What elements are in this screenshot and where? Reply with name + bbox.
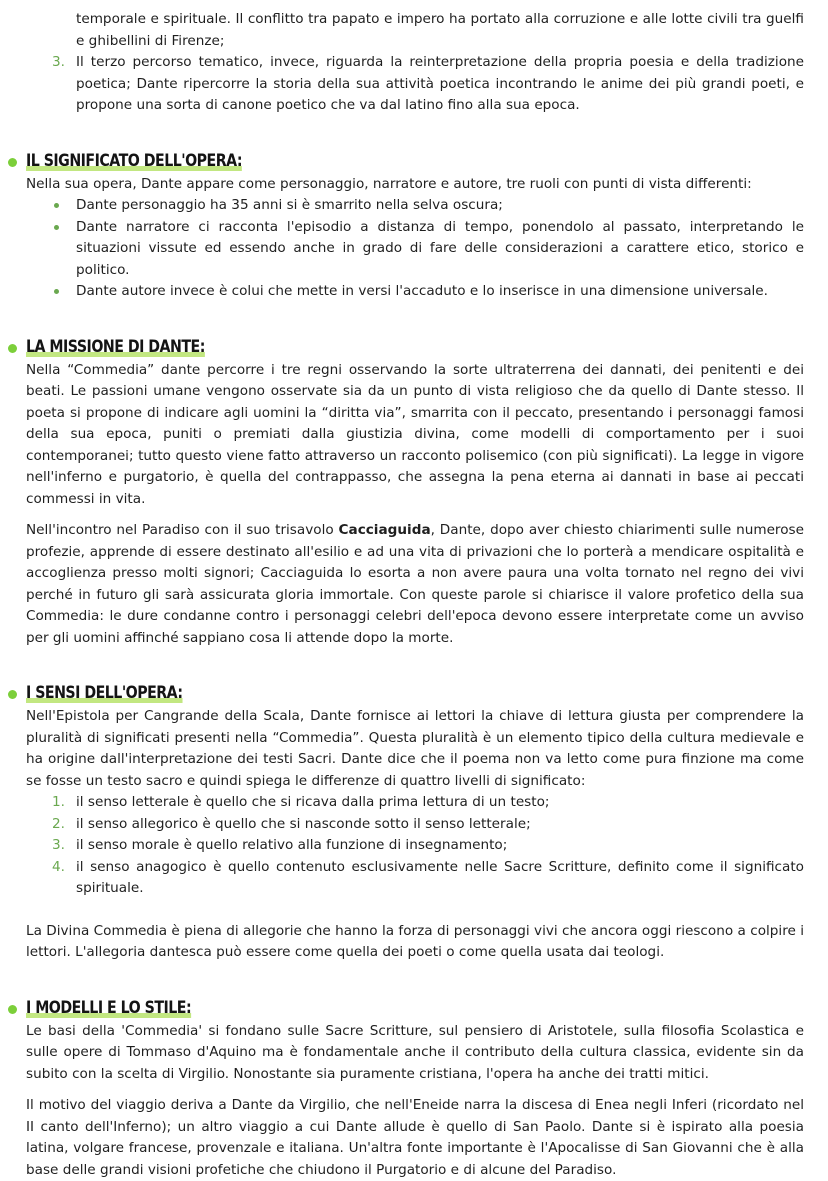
list-number: 1. <box>52 792 65 814</box>
bullet-list <box>26 195 804 303</box>
section-heading <box>26 148 804 174</box>
heading-text: LA MISSIONE DI DANTE: <box>26 336 205 358</box>
heading-text: IL SIGNIFICATO DELL'OPERA: <box>26 150 242 172</box>
bullet-dot-icon <box>8 1005 17 1014</box>
list-item <box>26 814 804 836</box>
document-page <box>26 9 804 1181</box>
list-number: 3. <box>52 835 65 857</box>
list-item-text: il senso allegorico è quello che si nasconde sotto il senso letterale; <box>76 816 531 832</box>
text-run: Nell'incontro nel Paradiso con il suo trisavolo <box>26 522 339 538</box>
numbered-list <box>26 792 804 900</box>
list-item-text: Dante autore invece è colui che mette in versi l'accaduto e lo inserisce in una dimensione universale. <box>76 283 768 299</box>
text-run: , Dante, dopo aver chiesto chiarimenti sulle numerose profezie, apprende di essere destinato all'esilio e ad una vita di privazioni che lo porterà a mendicare ospitalità e accoglienza presso molti signori; Cacciaguida lo esorta a non avere paura una volta tornato nel regno dei vivi perché in futuro gli sarà assicurata gloria immortale. Con queste parole si chiarisce il valore profetico della sua Commedia: le dure condanne contro i personaggi celebri dell'epoca devono essere interpretate come un avviso per gli uomini affinché sappiano cosa li attende dopo la morte. <box>26 522 804 646</box>
heading-text: I SENSI DELL'OPERA: <box>26 682 183 704</box>
paragraph: La Divina Commedia è piena di allegorie che hanno la forza di personaggi vivi che ancora oggi riescono a colpire i lettori. L'allegoria dantesca può essere come quella dei poeti o come quella usata dai teologi. <box>26 921 804 964</box>
list-item-text: il senso letterale è quello che si ricava dalla prima lettura di un testo; <box>76 794 550 810</box>
list-number: 4. <box>52 857 65 879</box>
paragraph: Le basi della 'Commedia' si fondano sulle Sacre Scritture, sul pensiero di Aristotele, sulla filosofia Scolastica e sulle opere di Tommaso d'Aquino ma è fondamentale anche il contributo della cultura classica, evidente sin da subito con la scelta di Virgilio. Nonostante sia puramente cristiana, l'opera ha anche dei tratti mitici. <box>26 1021 804 1086</box>
bullet-dot-icon <box>8 158 17 167</box>
bullet-dot-icon <box>8 690 17 699</box>
paragraph <box>26 520 804 649</box>
list-number: 2. <box>52 814 65 836</box>
section-significato <box>26 148 804 303</box>
list-item <box>26 792 804 814</box>
intro-block <box>26 9 804 117</box>
list-item-text: temporale e spirituale. Il conflitto tra papato e impero ha portato alla corruzione e alle lotte civili tra guelfi e ghibellini di Firenze; <box>76 11 804 49</box>
section-sensi <box>26 680 804 964</box>
list-item-text: il senso morale è quello relativo alla funzione di insegnamento; <box>76 837 507 853</box>
list-item <box>26 857 804 900</box>
paragraph: Nella “Commedia” dante percorre i tre regni osservando la sorte ultraterrena dei dannati, dei penitenti e dei beati. Le passioni umane vengono osservate sia da un punto di vista religioso che da quello di Dante stesso. Il poeta si propone di indicare agli uomini la “diritta via”, smarrita con il peccato, presentando i personaggi famosi della sua epoca, puniti o premiati dalla giustizia divina, come modelli di comportamento per i suoi contemporanei; tutto questo viene fatto attraverso un racconto polisemico (con più significati). La legge in vigore nell'inferno e purgatorio, è quella del contrappasso, che assegna la pena eterna ai dannati in base ai peccati commessi in vita. <box>26 360 804 511</box>
bullet-dot-icon <box>54 203 59 208</box>
intro-list <box>26 9 804 117</box>
bullet-dot-icon <box>54 225 59 230</box>
paragraph: Nella sua opera, Dante appare come personaggio, narratore e autore, tre ruoli con punti di vista differenti: <box>26 174 804 196</box>
bold-name: Cacciaguida <box>339 522 431 538</box>
list-item <box>26 52 804 117</box>
list-number: 3. <box>52 52 65 74</box>
section-missione <box>26 334 804 650</box>
list-item <box>26 281 804 303</box>
paragraph: Il motivo del viaggio deriva a Dante da Virgilio, che nell'Eneide narra la discesa di Enea negli Inferi (ricordato nel II canto dell'Inferno); un altro viaggio a cui Dante allude è quello di San Paolo. Dante si è ispirato alla poesia latina, volgare francese, provenzale e italiana. Un'altra fonte importante è l'Apocalisse di San Giovanni che è alla base delle grandi visioni profetiche che chiudono il Purgatorio e di alcune del Paradiso. <box>26 1095 804 1181</box>
list-item-text: Dante personaggio ha 35 anni si è smarrito nella selva oscura; <box>76 197 503 213</box>
section-modelli <box>26 995 804 1181</box>
list-item <box>26 195 804 217</box>
bullet-dot-icon <box>54 289 59 294</box>
section-heading <box>26 680 804 706</box>
section-heading <box>26 995 804 1021</box>
list-item <box>26 835 804 857</box>
section-heading <box>26 334 804 360</box>
paragraph: Nell'Epistola per Cangrande della Scala, Dante fornisce ai lettori la chiave di lettura giusta per comprendere la pluralità di significati presenti nella “Commedia”. Questa pluralità è un elemento tipico della cultura medievale e ha origine dall'interpretazione dei testi Sacri. Dante dice che il poema non va letto come pura finzione ma come se fosse un testo sacro e quindi spiega le differenze di quattro livelli di significato: <box>26 706 804 792</box>
list-item-text: Dante narratore ci racconta l'episodio a distanza di tempo, ponendolo al passato, interpretando le situazioni vissute ed essendo anche in grado di fare delle considerazioni a carattere etico, storico e politico. <box>76 219 804 278</box>
bullet-dot-icon <box>8 344 17 353</box>
list-item <box>26 217 804 282</box>
heading-text: I MODELLI E LO STILE: <box>26 997 191 1019</box>
list-item <box>26 9 804 52</box>
list-item-text: Il terzo percorso tematico, invece, riguarda la reinterpretazione della propria poesia e della tradizione poetica; Dante ripercorre la storia della sua attività poetica incontrando le anime dei più grandi poeti, e propone una sorta di canone poetico che va dal latino fino alla sua epoca. <box>76 54 804 113</box>
list-item-text: il senso anagogico è quello contenuto esclusivamente nelle Sacre Scritture, definito come il significato spirituale. <box>76 859 804 897</box>
